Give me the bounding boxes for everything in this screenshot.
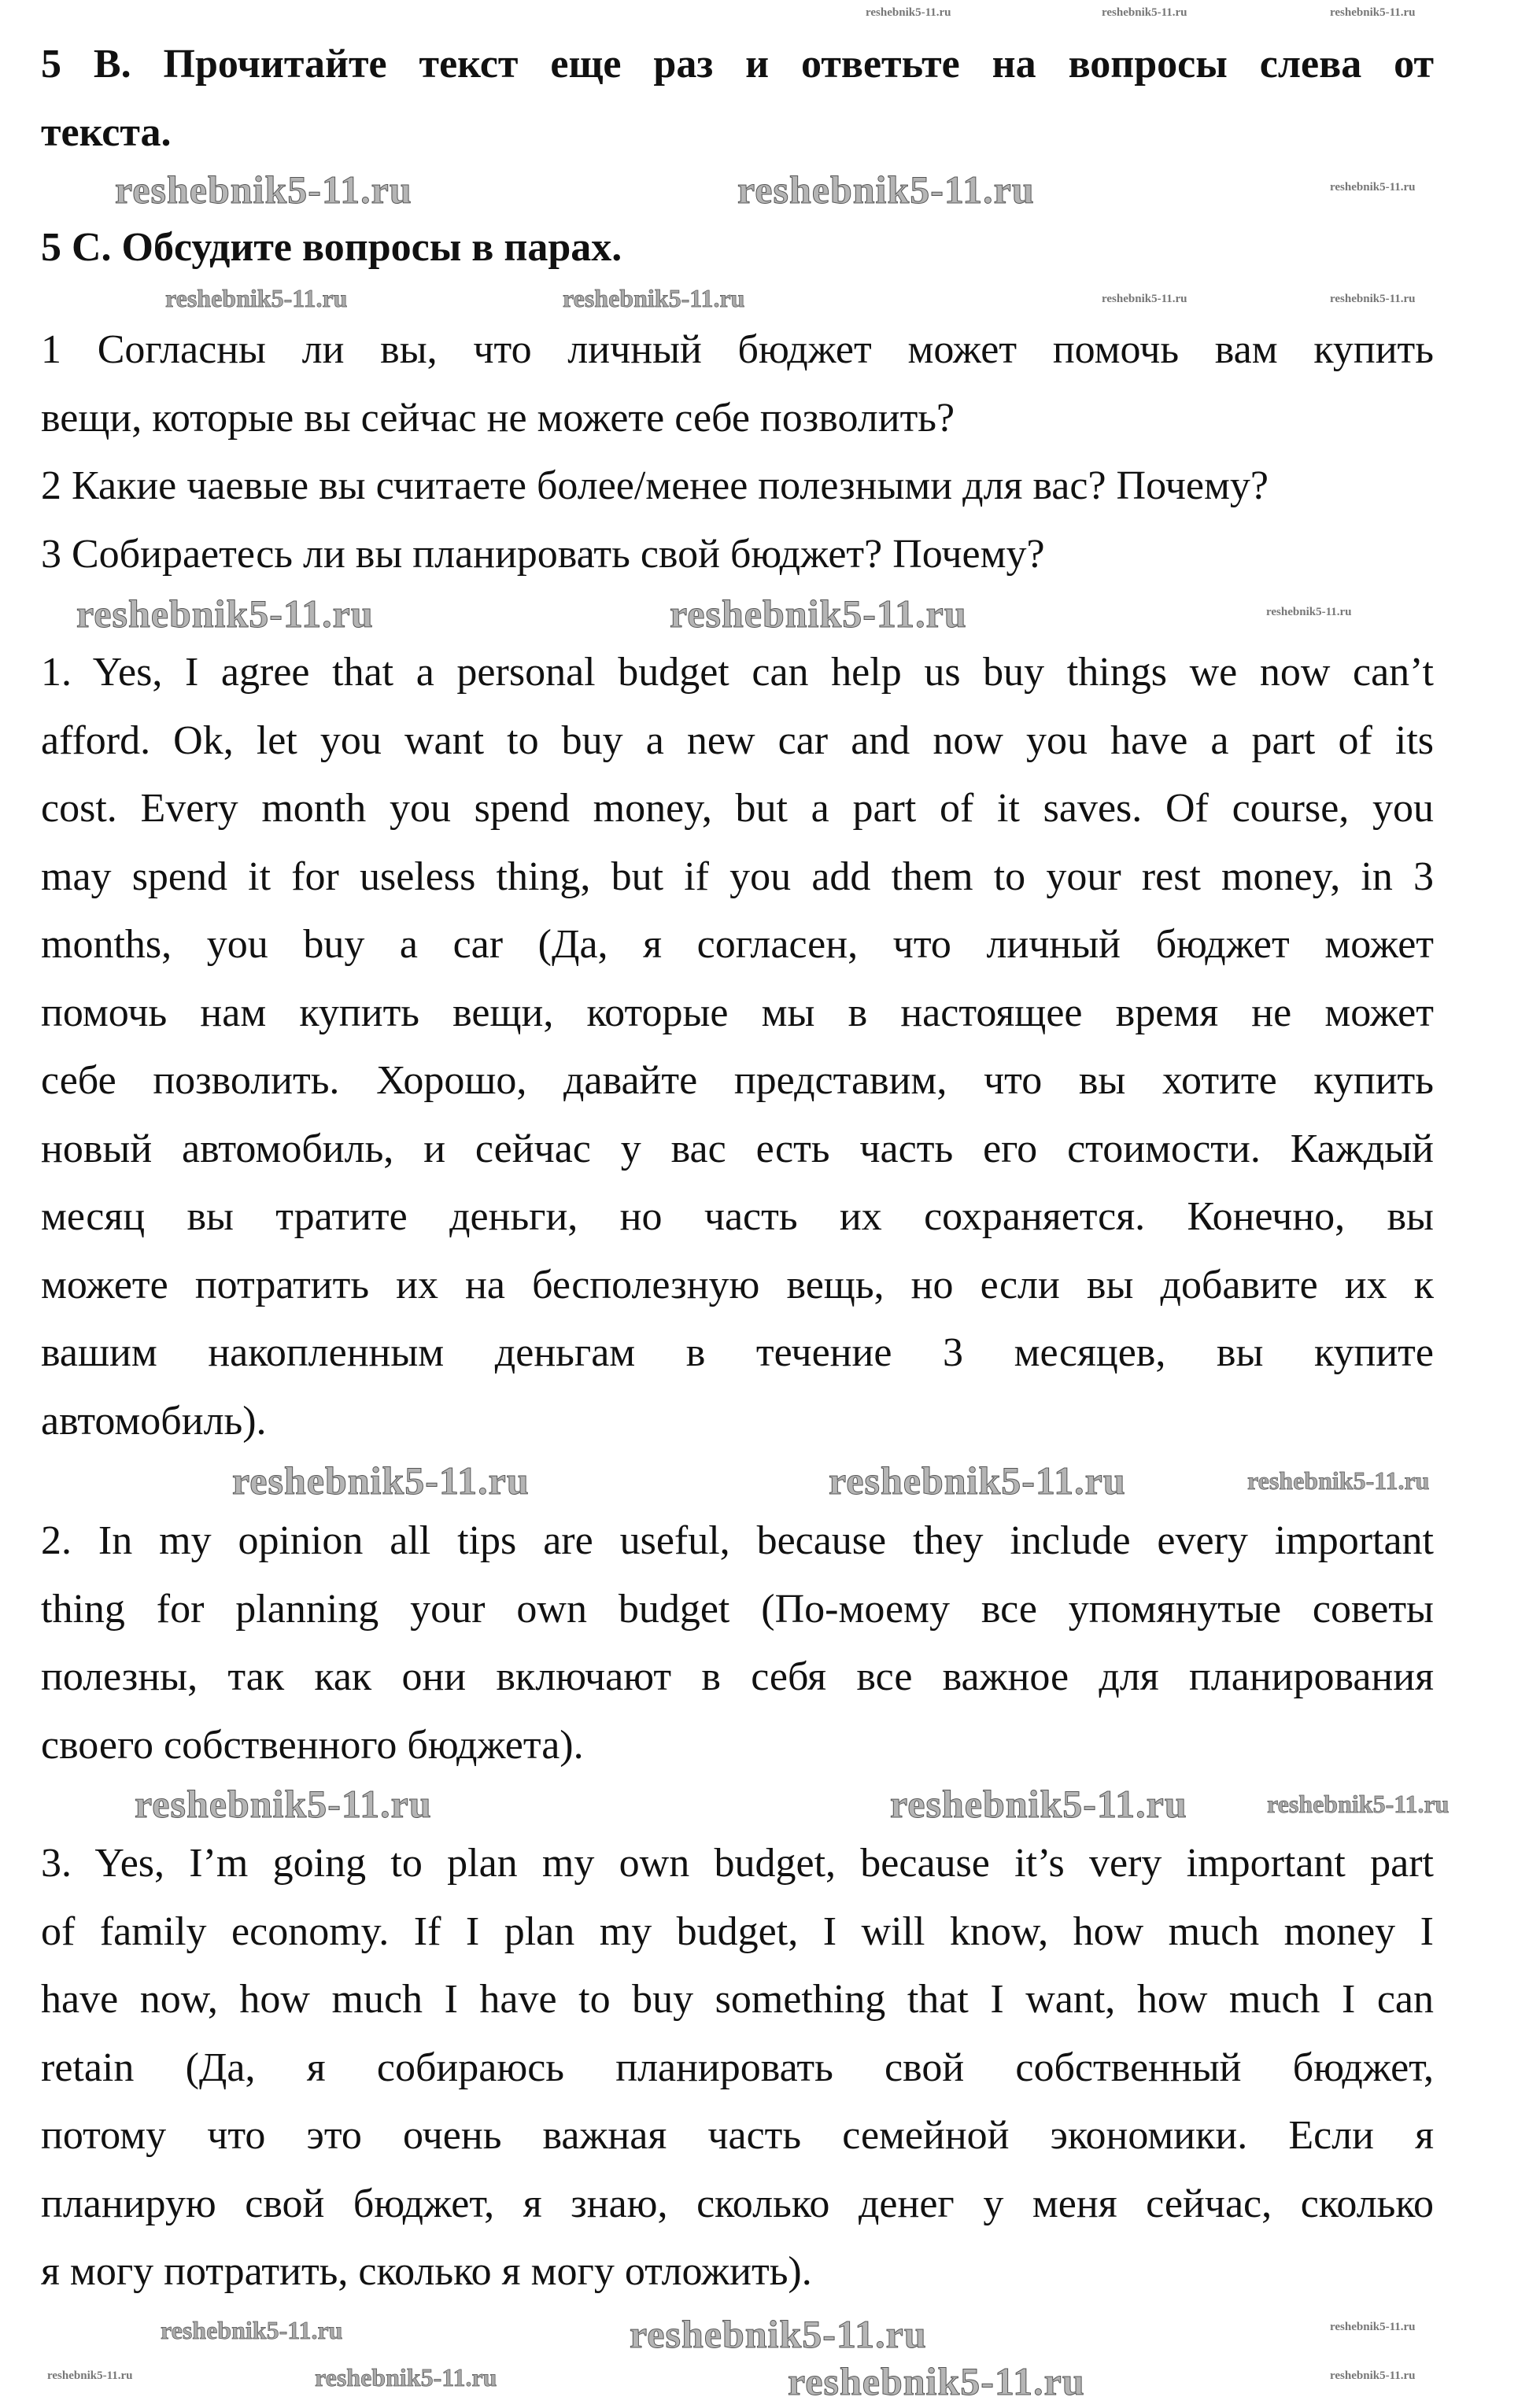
watermark: reshebnik5-11.ru [630,2312,927,2356]
watermark: reshebnik5-11.ru [115,168,412,212]
text-line: своего собственного бюджета). [41,1722,584,1768]
text-line: можете потратить их на бесполезную вещь, но если вы добавите их к [41,1262,1434,1307]
watermark: reshebnik5-11.ru [1267,1790,1450,1818]
watermark: reshebnik5-11.ru [1247,1466,1430,1495]
text-line: have now, how much I have to buy something that I want, how much I can [41,1977,1434,2022]
discussion-questions [41,316,1434,588]
watermark: reshebnik5-11.ru [866,6,951,19]
watermark: reshebnik5-11.ru [563,284,745,312]
text-line: 3. Yes, I’m going to plan my own budget, because it’s very important part [41,1841,1434,1886]
answer-2 [41,1507,1434,1779]
watermark: reshebnik5-11.ru [1102,293,1187,305]
watermark: reshebnik5-11.ru [76,592,374,636]
watermark: reshebnik5-11.ru [1330,2369,1416,2382]
text-line: я могу потратить, сколько я могу отложить). [41,2249,812,2294]
watermark: reshebnik5-11.ru [135,1782,432,1826]
text-line: 3 Собираетесь ли вы планировать свой бюджет? Почему? [41,531,1045,577]
text-line: may spend it for useless thing, but if you add them to your rest money, in 3 [41,854,1434,899]
watermark: reshebnik5-11.ru [890,1782,1187,1826]
task-5c-heading [41,214,1434,282]
text-line: 5 С. Обсудите вопросы в парах. [41,225,622,270]
watermark: reshebnik5-11.ru [829,1458,1126,1503]
text-line: потому что это очень важная часть семейной экономики. Если я [41,2113,1434,2158]
text-line: помочь нам купить вещи, которые мы в настоящее время не может [41,990,1434,1035]
watermark: reshebnik5-11.ru [1266,606,1352,618]
text-line: 2 Какие чаевые вы считаете более/менее полезными для вас? Почему? [41,463,1269,508]
text-line: months, you buy a car (Да, я согласен, что личный бюджет может [41,922,1434,967]
watermark: reshebnik5-11.ru [47,2369,133,2382]
watermark: reshebnik5-11.ru [161,2316,343,2344]
answer-3 [41,1830,1434,2307]
watermark: reshebnik5-11.ru [1330,6,1416,19]
text-line: 1 Согласны ли вы, что личный бюджет может помочь вам купить [41,327,1434,372]
watermark: reshebnik5-11.ru [1102,6,1187,19]
text-line: месяц вы тратите деньги, но часть их сохраняется. Конечно, вы [41,1194,1434,1239]
text-line: вещи, которые вы сейчас не можете себе позволить? [41,395,955,441]
text-line: вашим накопленным деньгам в течение 3 месяцев, вы купите [41,1330,1434,1375]
text-line: текста. [41,109,172,155]
text-line: автомобиль). [41,1398,267,1444]
text-line: планирую свой бюджет, я знаю, сколько денег у меня сейчас, сколько [41,2181,1434,2226]
text-line: retain (Да, я собираюсь планировать свой собственный бюджет, [41,2045,1434,2090]
text-line: afford. Ok, let you want to buy a new car and now you have a part of its [41,717,1434,763]
text-line: новый автомобиль, и сейчас у вас есть часть его стоимости. Каждый [41,1126,1434,1171]
text-line: себе позволить. Хорошо, давайте представим, что вы хотите купить [41,1058,1434,1103]
text-line: thing for planning your own budget (По-моему все упомянутые советы [41,1586,1434,1632]
text-line: 1. Yes, I agree that a personal budget can help us buy things we now can’t [41,650,1434,695]
watermark: reshebnik5-11.ru [232,1458,530,1503]
watermark: reshebnik5-11.ru [1330,293,1416,305]
watermark: reshebnik5-11.ru [670,592,967,636]
watermark: reshebnik5-11.ru [165,284,348,312]
watermark: reshebnik5-11.ru [1330,181,1416,194]
text-line: of family economy. If I plan my budget, I will know, how much money I [41,1908,1434,1954]
answer-1 [41,639,1434,1455]
text-line: полезны, так как они включают в себя все важное для планирования [41,1654,1434,1699]
watermark: reshebnik5-11.ru [788,2359,1085,2403]
watermark: reshebnik5-11.ru [1330,2321,1416,2333]
watermark: reshebnik5-11.ru [315,2363,497,2391]
watermark: reshebnik5-11.ru [737,168,1035,212]
text-line: 2. In my opinion all tips are useful, because they include every important [41,1518,1434,1563]
task-5b-heading [41,31,1434,167]
text-line: 5 В. Прочитайте текст еще раз и ответьте на вопросы слева от [41,42,1434,87]
text-line: cost. Every month you spend money, but a part of it saves. Of course, you [41,786,1434,831]
